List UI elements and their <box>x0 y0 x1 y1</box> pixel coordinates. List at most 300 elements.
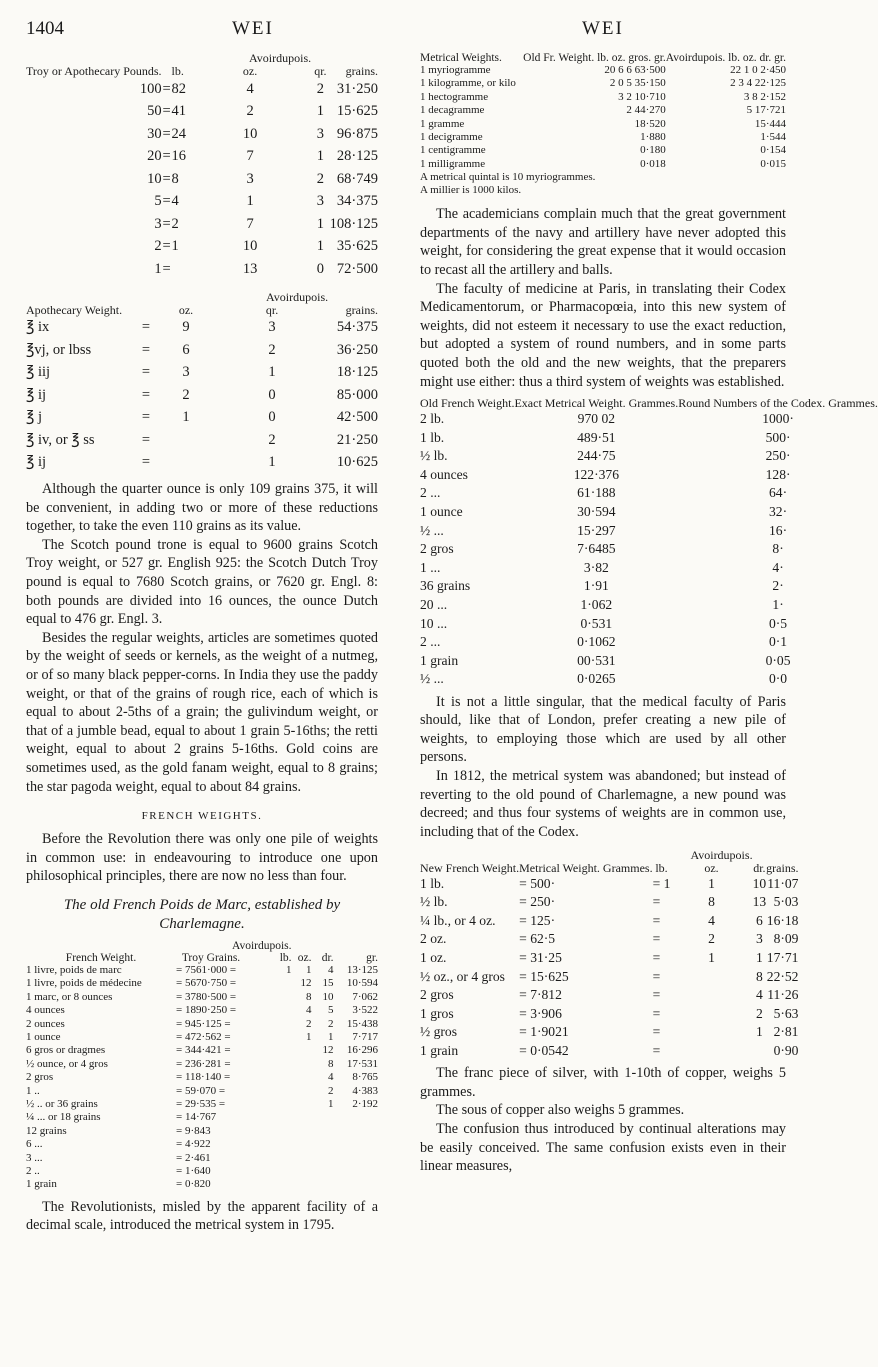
troy-row <box>26 213 378 236</box>
marc-row-cell: = 118·140 = <box>176 1071 231 1084</box>
metric-row-cell: 1 gramme <box>420 117 465 130</box>
new-row-cell: 2 oz. <box>420 931 447 947</box>
marc-row <box>26 1111 378 1124</box>
codex-row <box>420 596 878 615</box>
new-row-cell: 4 <box>708 912 715 928</box>
codex-row-cell: 32· <box>768 503 788 519</box>
troy-row-cell: 1 <box>316 148 325 165</box>
troy-col-header: Troy or Apothecary Pounds. <box>26 64 162 78</box>
apoth-row-cell: 9 <box>182 319 190 336</box>
new-row <box>420 986 798 1005</box>
troy-row-cell: 4 <box>171 193 179 210</box>
troy-row-cell <box>172 258 190 281</box>
marc-row <box>26 964 378 977</box>
marc-row <box>26 991 378 1004</box>
french-paragraph: Before the Revolution there was only one pile of weights in common use: in endeavouring to introduce one upon philosophical principles, there are now no less than four. <box>26 831 378 885</box>
apoth-row-cell: 18·125 <box>336 364 378 381</box>
marc-row-cell <box>292 1138 312 1151</box>
apoth-row-cell: 1 <box>268 364 276 381</box>
troy-row-cell: 1 <box>246 193 254 210</box>
metric-row-cell: 1 kilogramme, or kilo <box>420 77 516 90</box>
new-row-cell: = <box>652 912 661 928</box>
marc-row-cell: = 0·820 <box>176 1178 211 1191</box>
marc-row-cell: 1 <box>328 1030 334 1043</box>
new-row-cell: 10 <box>752 875 767 891</box>
marc-row-cell: 1 <box>306 1030 312 1043</box>
french-weights-heading: FRENCH WEIGHTS. <box>141 810 263 823</box>
marc-row-cell: 2 <box>328 1017 334 1030</box>
troy-row <box>26 258 378 281</box>
codex-row-cell: 489·51 <box>577 429 616 445</box>
codex-row-cell: 1 ... <box>420 559 441 575</box>
metric-row <box>420 118 786 131</box>
marc-row-cell: 10·594 <box>346 977 378 990</box>
marc-row-cell <box>246 1044 292 1057</box>
troy-row-cell: 50 <box>147 103 162 120</box>
metric-row <box>420 77 786 90</box>
body-paragraph: The confusion thus introduced by continual alterations may be easily conceived. The same confusion exists even in their linear measures, <box>420 1121 786 1175</box>
new-row-cell: 5·63 <box>773 1005 799 1021</box>
troy-row-cell: 3 <box>316 125 325 142</box>
codex-row-cell: 1·91 <box>583 578 609 594</box>
new-row-cell: 11·07 <box>767 875 799 891</box>
new-row-cell: 5·03 <box>773 894 799 910</box>
apoth-row-cell: 3 <box>182 364 190 381</box>
troy-row-cell: 10 <box>242 238 258 255</box>
metric-col-header: Metrical Weights. <box>420 52 502 64</box>
troy-row <box>26 168 378 191</box>
codex-row-cell: ½ lb. <box>420 448 448 464</box>
marc-col-header: French Weight. <box>65 951 137 964</box>
metric-row-cell: 0·015 <box>760 157 786 170</box>
metric-row-cell: 1·880 <box>640 131 666 144</box>
new-row-cell <box>753 1042 767 1061</box>
marc-row-cell: 2 .. <box>26 1164 40 1177</box>
marc-row-cell: = 1·640 <box>176 1164 211 1177</box>
marc-row-cell: = 29·535 = <box>176 1097 226 1110</box>
troy-row-cell: = <box>162 148 171 165</box>
troy-row-cell: 41 <box>171 103 187 120</box>
new-row-cell: 0·90 <box>773 1042 799 1058</box>
marc-row-cell <box>292 1085 312 1098</box>
apoth-row-cell: 1 <box>182 409 190 426</box>
marc-super-header: Avoirdupois. <box>232 939 292 952</box>
marc-col-header: dr. <box>321 951 334 964</box>
new-row-cell: 1 <box>708 875 715 891</box>
codex-row-cell: 970 02 <box>577 410 616 426</box>
marc-row-cell: = 472·562 = <box>176 1030 231 1043</box>
codex-row-cell: 1 grain <box>420 652 459 668</box>
troy-super-header: Avoirdupois. <box>249 51 312 65</box>
marc-row <box>26 1152 378 1165</box>
marc-row-cell <box>292 1125 312 1138</box>
new-row-cell: 1 <box>755 1024 763 1040</box>
troy-row-cell: 7 <box>246 148 254 165</box>
new-row-cell: 4 <box>755 987 763 1003</box>
marc-row-cell: 1 grain <box>26 1178 57 1191</box>
marc-row-cell: 1 livre, poids de médecine <box>26 977 142 990</box>
troy-row-cell: 3 <box>154 215 162 232</box>
codex-col-header: Exact Metrical Weight. Grammes. <box>514 396 679 411</box>
new-row-cell: = <box>652 987 661 1003</box>
new-row-cell: 1 gros <box>420 1005 454 1021</box>
metric-row-cell: 2 44·270 <box>626 104 666 117</box>
new-row-cell <box>670 1042 752 1061</box>
codex-row-cell: 1 lb. <box>420 429 445 445</box>
troy-row-cell: 15·625 <box>336 103 378 120</box>
new-row-cell: 8 <box>755 968 763 984</box>
marc-row-cell <box>292 1111 312 1124</box>
metric-row-cell: 0·180 <box>640 144 666 157</box>
marc-row-cell: 8·765 <box>352 1071 378 1084</box>
new-row-cell: 2·81 <box>773 1024 799 1040</box>
troy-row-cell: 3 <box>246 170 254 187</box>
apoth-col-header: Avoirdupois. qr. <box>265 289 329 317</box>
marc-row <box>26 1058 378 1071</box>
marc-row-cell <box>246 1098 292 1111</box>
marc-row <box>26 1018 378 1031</box>
troy-row-cell: = <box>162 260 171 277</box>
codex-row-cell: 36 grains <box>420 578 471 594</box>
new-super-header: Avoirdupois. <box>690 848 753 863</box>
troy-row <box>26 78 378 101</box>
apoth-row-cell: ℥ ix <box>26 319 50 336</box>
new-col-header: Avoirdupois. oz. <box>690 848 753 875</box>
apoth-row-cell: 2 <box>182 386 190 403</box>
running-head-right: WEI <box>582 18 624 39</box>
codex-row-cell: 15·297 <box>577 522 616 538</box>
metric-row-cell: 0·018 <box>640 157 666 170</box>
codex-row-cell: 2 ... <box>420 634 441 650</box>
marc-row-cell <box>246 1178 292 1191</box>
marc-row-cell <box>312 1111 334 1124</box>
apoth-row-cell: 85·000 <box>336 386 378 403</box>
marc-row-cell: = 236·281 = <box>176 1057 231 1070</box>
apoth-row-cell: 10·625 <box>336 454 378 471</box>
troy-row-cell: 1 <box>316 238 325 255</box>
troy-row-cell: 16 <box>171 148 187 165</box>
left-tail-paragraph: The Revolutionists, misled by the apparent facility of a decimal scale, introduced the metrical system in 1795. <box>26 1198 378 1234</box>
new-row-cell: 2 gros <box>420 987 454 1003</box>
metric-row-cell: 15·444 <box>754 117 786 130</box>
troy-row-cell: 24 <box>171 125 187 142</box>
troy-row-cell: 1 <box>316 103 325 120</box>
new-row-cell: = <box>652 1042 661 1058</box>
marc-row-cell: 1 marc, or 8 ounces <box>26 990 113 1003</box>
new-row-cell: 17·71 <box>766 950 799 966</box>
marc-col-header: gr. <box>366 951 378 964</box>
troy-row <box>26 236 378 259</box>
marc-row-cell: ¼ ... or 18 grains <box>26 1111 101 1124</box>
troy-row-cell: 72·500 <box>336 260 378 277</box>
metric-note: A metrical quintal is 10 myriogrammes. <box>420 171 596 184</box>
new-row-cell: = <box>652 1024 661 1040</box>
codex-row-cell: 30·594 <box>577 503 616 519</box>
marc-row-cell: 4·383 <box>352 1084 378 1097</box>
body-paragraph: Besides the regular weights, articles are sometimes quoted by the weight of seeds or kernels, as the weight of a nutmeg, or of so many black pepper-corns. In India they use the paddy weight, or that of the grains of rough rice, each of which is equal to about 2-5ths of a grain; the gulivindum weight, or that of a jumble bead, equal to about 1 grain 5-16ths; the retti weight, equal to about 2 grains 5-16ths. Gold coins are sometimes used, as the gold fanam weight, equal to 8 grains; the star pagoda weight, equal to about 84 grains. <box>26 629 378 795</box>
body-paragraph: Although the quarter ounce is only 109 grains 375, it will be convenient, in adding two or more of these reductions together, to take the even 110 grains as its value. <box>26 481 378 535</box>
codex-row-cell: 00·531 <box>577 652 616 668</box>
codex-row-cell: 20 ... <box>420 596 448 612</box>
apoth-row-cell: ℥ iij <box>26 364 51 381</box>
codex-row <box>420 670 878 689</box>
marc-row-cell: ½ .. or 36 grains <box>26 1097 98 1110</box>
codex-row-cell: 0·05 <box>765 652 791 668</box>
codex-row-cell: 2· <box>772 578 784 594</box>
marc-row-cell <box>334 1178 378 1191</box>
marc-row-cell: 13·125 <box>346 963 378 976</box>
marc-row-cell: = 3780·500 = <box>176 990 237 1003</box>
new-row-cell: 1 oz. <box>420 950 447 966</box>
new-row-cell: = 3·906 <box>519 1005 562 1021</box>
new-row-cell: = 1·9021 <box>519 1024 569 1040</box>
troy-row-cell: 4 <box>246 80 254 97</box>
left-column <box>26 52 378 1235</box>
marc-row-cell: = 344·421 = <box>176 1044 231 1057</box>
codex-row-cell: 128· <box>765 466 791 482</box>
marc-row-cell: 12 <box>322 1044 334 1057</box>
marc-row-cell <box>246 1085 292 1098</box>
apoth-row-cell <box>156 429 216 452</box>
troy-row-cell: 34·375 <box>336 193 378 210</box>
marc-row-cell <box>334 1152 378 1165</box>
codex-row <box>420 577 878 596</box>
marc-row-cell: ½ ounce, or 4 gros <box>26 1057 108 1070</box>
apoth-row <box>26 339 378 362</box>
new-row-cell: = 125· <box>519 912 556 928</box>
apoth-col-header: grains. <box>345 302 378 317</box>
troy-row <box>26 146 378 169</box>
codex-row-cell: 1 ounce <box>420 503 463 519</box>
new-col-header: lb. <box>655 860 668 875</box>
marc-row-cell: = 4·922 <box>176 1138 211 1151</box>
new-row-cell: = <box>652 950 661 966</box>
body-paragraph: The academicians complain much that the great government departments of the navy and artillery have never adopted this weight, for considering the great expense that it would occasion to recast all the artillery and balls. <box>420 206 786 279</box>
marc-row-cell <box>292 1098 312 1111</box>
running-head-left: WEI <box>232 18 274 39</box>
new-row-cell: ¼ lb., or 4 oz. <box>420 912 496 928</box>
marc-table-title: The old French Poids de Marc, established by Charlemagne. <box>63 896 341 932</box>
codex-row-cell: 244·75 <box>577 448 616 464</box>
new-row-cell: 1 <box>708 950 715 966</box>
troy-row-cell: 28·125 <box>336 148 378 165</box>
codex-col-header: Old French Weight. <box>420 396 515 411</box>
marc-row-cell: 8 <box>306 990 312 1003</box>
apoth-row-cell: 2 <box>268 341 276 358</box>
marc-row-cell <box>246 1165 292 1178</box>
marc-row-cell <box>312 1165 334 1178</box>
new-row-cell <box>670 967 752 986</box>
marc-row-cell: 15·438 <box>346 1017 378 1030</box>
new-row-cell: 8 <box>708 894 715 910</box>
marc-row <box>26 1125 378 1138</box>
new-row-cell: = 7·812 <box>519 987 562 1003</box>
codex-row <box>420 428 878 447</box>
marc-row-cell: 8 <box>328 1057 334 1070</box>
new-row-cell: = 31·25 <box>519 950 562 966</box>
new-row-cell: 2 <box>708 931 715 947</box>
metric-row-cell: 1 decigramme <box>420 131 483 144</box>
new-row-cell: = 62·5 <box>519 931 556 947</box>
codex-row-cell: 7·6485 <box>577 541 616 557</box>
apoth-row-cell: = <box>141 341 151 358</box>
marc-row-cell: 1 <box>328 1097 334 1110</box>
metric-row <box>420 91 786 104</box>
troy-row-cell: = <box>162 170 171 187</box>
marc-row-cell <box>246 1071 292 1084</box>
codex-row <box>420 503 878 522</box>
marc-row-cell <box>246 1004 292 1017</box>
new-col-header: grains. <box>766 860 799 875</box>
codex-row-cell: 61·188 <box>577 485 616 501</box>
metric-row-cell: 0·154 <box>760 144 786 157</box>
apoth-row <box>26 317 378 340</box>
troy-row-cell: 31·250 <box>336 80 378 97</box>
marc-row-cell: 3·522 <box>352 1004 378 1017</box>
new-row-cell <box>670 1005 752 1024</box>
metric-row-cell: 2 3 4 22·125 <box>730 77 786 90</box>
troy-row-cell: 1 <box>316 215 325 232</box>
new-col-header: New French Weight. <box>420 860 520 875</box>
troy-col-header: grains. <box>345 64 378 78</box>
codex-row-cell: ½ ... <box>420 671 444 687</box>
metric-row <box>420 64 786 77</box>
apoth-row-cell: = <box>141 386 151 403</box>
troy-row-cell: 5 <box>154 193 162 210</box>
metric-row <box>420 158 786 171</box>
new-row-cell <box>670 1023 752 1042</box>
apoth-row <box>26 407 378 430</box>
marc-row <box>26 1031 378 1044</box>
body-paragraph: The Scotch pound trone is equal to 9600 grains Scotch Troy weight, or 527 gr. English 925: the Scotch Dutch Troy pound is equal to 7680 Scotch grains, or 7620 gr. Engl. 8: both pounds are divided into 16 ounces, the ounce Dutch equal to 476 gr. Engl. 3. <box>26 536 378 628</box>
apoth-row <box>26 384 378 407</box>
apoth-row-cell: 3 <box>268 319 276 336</box>
new-row <box>420 930 798 949</box>
apoth-row-cell: = <box>141 409 151 426</box>
marc-row-cell: = 7561·000 = <box>176 963 237 976</box>
new-row-cell: ½ lb. <box>420 894 448 910</box>
apoth-row-cell: = <box>141 319 151 336</box>
troy-row-cell: 96·875 <box>336 125 378 142</box>
marc-row-cell <box>334 1138 378 1151</box>
troy-row-cell: = <box>162 193 171 210</box>
troy-row-cell: 1 <box>171 238 179 255</box>
metric-row-cell: 1·544 <box>760 131 786 144</box>
marc-row-cell <box>246 1018 292 1031</box>
apoth-row-cell: 0 <box>268 409 276 426</box>
body-paragraph: In 1812, the metrical system was abandoned; but instead of reverting to the old pound of Charlemagne, a new pound was decreed; and thus four systems of weights are in common use, including that of the Codex. <box>420 767 786 840</box>
marc-row <box>26 1071 378 1084</box>
marc-row-cell <box>246 977 292 990</box>
codex-row <box>420 521 878 540</box>
new-row-cell: 1 grain <box>420 1042 459 1058</box>
marc-row-cell <box>246 1111 292 1124</box>
apothecary-table <box>26 291 378 475</box>
metric-row <box>420 144 786 157</box>
troy-row-cell: = <box>162 80 171 97</box>
codex-row-cell: 10 ... <box>420 615 448 631</box>
troy-col-header: qr. <box>314 64 327 78</box>
apoth-row-cell: = <box>141 454 151 471</box>
apoth-row-cell: 2 <box>268 431 276 448</box>
apoth-row-cell <box>156 452 216 475</box>
codex-table <box>420 397 878 688</box>
new-row-cell: = 1 <box>652 875 671 891</box>
metric-row-cell: 22 1 0 2·450 <box>730 64 786 76</box>
metric-row-cell: 1 hectogramme <box>420 90 489 103</box>
apoth-col-header: Apothecary Weight. <box>26 302 123 317</box>
metric-col-header: Old Fr. Weight. lb. oz. gros. gr. <box>523 52 666 64</box>
codex-row-cell: 0·531 <box>580 615 613 631</box>
codex-row-cell: ½ ... <box>420 522 444 538</box>
marc-row <box>26 1165 378 1178</box>
apoth-row <box>26 452 378 475</box>
marc-row-cell: 1 ounce <box>26 1030 61 1043</box>
troy-row <box>26 191 378 214</box>
marc-row-cell <box>292 1058 312 1071</box>
marc-row <box>26 1044 378 1057</box>
marc-row-cell <box>292 1178 312 1191</box>
codex-row-cell: 122·376 <box>573 466 619 482</box>
metric-row-cell: 2 0 5 35·150 <box>609 77 666 90</box>
metric-row-cell: 5 17·721 <box>746 104 786 117</box>
page-number: 1404 <box>26 18 64 39</box>
new-row-cell: = <box>652 894 661 910</box>
codex-row-cell: 1·062 <box>580 596 613 612</box>
apoth-row-cell: ℥ j <box>26 409 43 426</box>
marc-row-cell <box>312 1178 334 1191</box>
marc-row-cell: 2·192 <box>352 1097 378 1110</box>
metric-row-cell: 1 myriogramme <box>420 64 491 76</box>
marc-row <box>26 977 378 990</box>
metric-row-cell: 20 6 6 63·500 <box>604 64 666 76</box>
new-row <box>420 1023 798 1042</box>
apoth-super-header: Avoirdupois. <box>266 289 329 304</box>
troy-row-cell: 7 <box>246 215 254 232</box>
new-row <box>420 893 798 912</box>
new-row-cell: = 500· <box>519 875 556 891</box>
codex-row-cell: 0·0 <box>768 671 788 687</box>
new-row <box>420 967 798 986</box>
new-row-cell: 8·09 <box>773 931 799 947</box>
troy-row-cell: 35·625 <box>336 238 378 255</box>
troy-row-cell: 2 <box>246 103 254 120</box>
body-paragraph: The sous of copper also weighs 5 grammes. <box>436 1102 685 1119</box>
marc-row <box>26 1178 378 1191</box>
troy-row-cell: 0 <box>316 260 325 277</box>
troy-row-cell: 10 <box>147 170 162 187</box>
marc-row-cell: = 9·843 <box>176 1124 211 1137</box>
troy-table <box>26 52 378 281</box>
new-row-cell: 16·18 <box>766 912 799 928</box>
apoth-row-cell: ℥vj, or lbss <box>26 341 92 358</box>
marc-row-cell <box>292 1152 312 1165</box>
marc-row <box>26 1085 378 1098</box>
troy-row-cell: 108·125 <box>329 215 378 232</box>
troy-row-cell: 20 <box>147 148 162 165</box>
codex-row-cell: 2 ... <box>420 485 441 501</box>
marc-row-cell: 3 ... <box>26 1151 43 1164</box>
marc-row-cell <box>292 1044 312 1057</box>
apoth-row-cell: 1 <box>268 454 276 471</box>
codex-row <box>420 558 878 577</box>
marc-row-cell: 6 ... <box>26 1138 43 1151</box>
troy-row-cell: 3 <box>316 193 325 210</box>
marc-row-cell <box>334 1125 378 1138</box>
codex-row-cell: 4· <box>772 559 784 575</box>
apoth-row <box>26 362 378 385</box>
new-row-cell: 22·52 <box>766 968 799 984</box>
